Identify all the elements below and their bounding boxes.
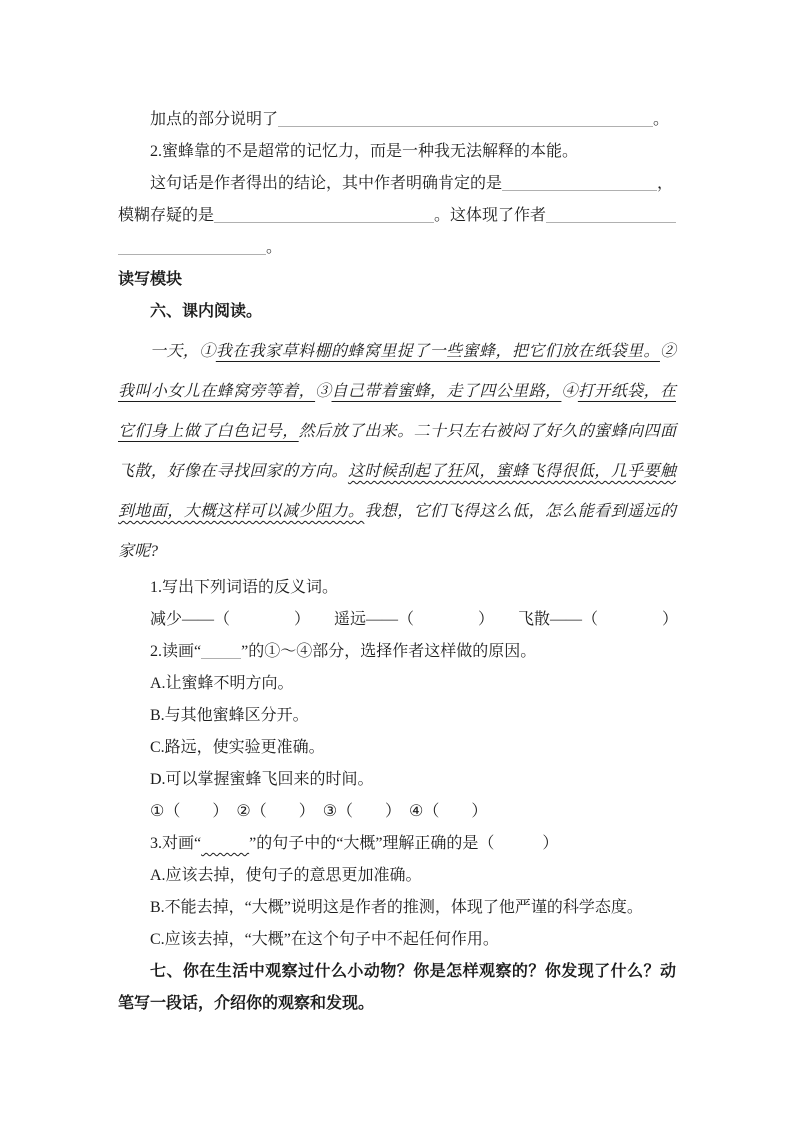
module-header: 读写模块 (118, 271, 183, 288)
question-1-label: 1.写出下列词语的反义词。 (150, 579, 339, 596)
passage-underlined-line: 我在我家草料棚的蜂窝里捉了一些蜜蜂，把它们放在纸袋里。 (215, 343, 660, 360)
question-2-options (118, 668, 676, 796)
question-3-option: A.应该去掉，使句子的意思更加准确。 (150, 867, 422, 884)
question-2-blank (201, 644, 241, 659)
fill-line-4 (118, 200, 676, 232)
question-3-option: B.不能去掉，“大概”说明这是作者的推测，体现了他严谨的科学态度。 (150, 899, 643, 916)
question-3-suffix: ”的句子中的“大概”理解正确的是（ ） (249, 835, 559, 852)
passage-text: ① (199, 343, 216, 360)
fill-line-4-mid: 。这体现了作者 (434, 207, 547, 224)
passage-text: 然后放了出来。二十只左右被闷了好久的蜜蜂向四面飞散，好像在寻找回家的方向。 (118, 423, 676, 480)
passage-text: ④ (561, 383, 578, 400)
fill-line-1-prefix: 加点的部分说明了 (150, 111, 279, 128)
fill-line-1 (118, 104, 676, 136)
question-2-option: C.路远，使实验更准确。 (150, 739, 325, 756)
question-2-option: D.可以掌握蜜蜂飞回来的时间。 (150, 771, 374, 788)
passage-text: ② (659, 343, 676, 360)
passage-underlined-wavy: 这时候刮起了狂风，蜜蜂飞得很低，几乎要触到地面，大概这样可以减少阻力。 (118, 463, 676, 520)
fill-line-3-prefix: 这句话是作者得出的结论，其中作者明确肯定的是 (150, 175, 503, 192)
fill-blank-2 (502, 176, 657, 191)
fill-line-4-prefix: 模糊存疑的是 (118, 207, 215, 224)
question-3-options (118, 860, 676, 956)
question-2-prefix: 2.读画“ (150, 643, 202, 660)
fill-line-5 (118, 232, 676, 264)
passage-text: 我想，它们飞得这么低，怎么能看到遥远的家呢? (118, 503, 676, 560)
question-2-answer-row: ①（ ） ②（ ） ③（ ） ④（ ） (150, 803, 488, 820)
question-2-option: A.让蜜蜂不明方向。 (150, 675, 294, 692)
passage-underlined-line: 打开纸袋，在它们身上做了白色记号， (118, 383, 676, 440)
question-2-option: B.与其他蜜蜂区分开。 (150, 707, 309, 724)
fill-line-5-end: 。 (266, 239, 283, 256)
passage-text: ③ (315, 383, 332, 400)
antonym-row: 减少——（ ） 遥远——（ ） 飞散——（ ） (150, 611, 679, 628)
fill-blank-4 (546, 208, 676, 223)
question-2-line (118, 636, 676, 668)
passage-text: 一天， (150, 343, 200, 360)
passage (118, 332, 676, 572)
question-3-prefix: 3.对画“ (150, 835, 202, 852)
question-3-option: C.应该去掉，“大概”在这个句子中不起任何作用。 (150, 931, 499, 948)
question-3-wavy-blank (201, 828, 249, 860)
fill-line-3 (118, 168, 676, 200)
fill-line-2 (118, 136, 676, 168)
fill-blank-3 (214, 208, 434, 223)
question-2-suffix: ”的①～④部分，选择作者这样做的原因。 (241, 643, 537, 660)
fill-line-2-text: 2.蜜蜂靠的不是超常的记忆力，而是一种我无法解释的本能。 (150, 143, 579, 160)
section-seven-text: 七、你在生活中观察过什么小动物？你是怎样观察的？你发现了什么？动笔写一段话，介绍你的观察和发现。 (118, 963, 676, 1012)
fill-blank-1 (278, 112, 653, 127)
fill-line-1-end: 。 (653, 111, 670, 128)
section-six-title: 六、课内阅读。 (150, 303, 263, 320)
fill-blank-5 (118, 240, 266, 255)
fill-line-3-end: ， (657, 175, 674, 192)
worksheet-content (118, 104, 679, 1020)
passage-underlined-line: 我叫小女儿在蜂窝旁等着， (118, 383, 316, 400)
question-3-line (118, 828, 676, 860)
passage-underlined-line: 自己带着蜜蜂，走了四公里路， (331, 383, 562, 400)
